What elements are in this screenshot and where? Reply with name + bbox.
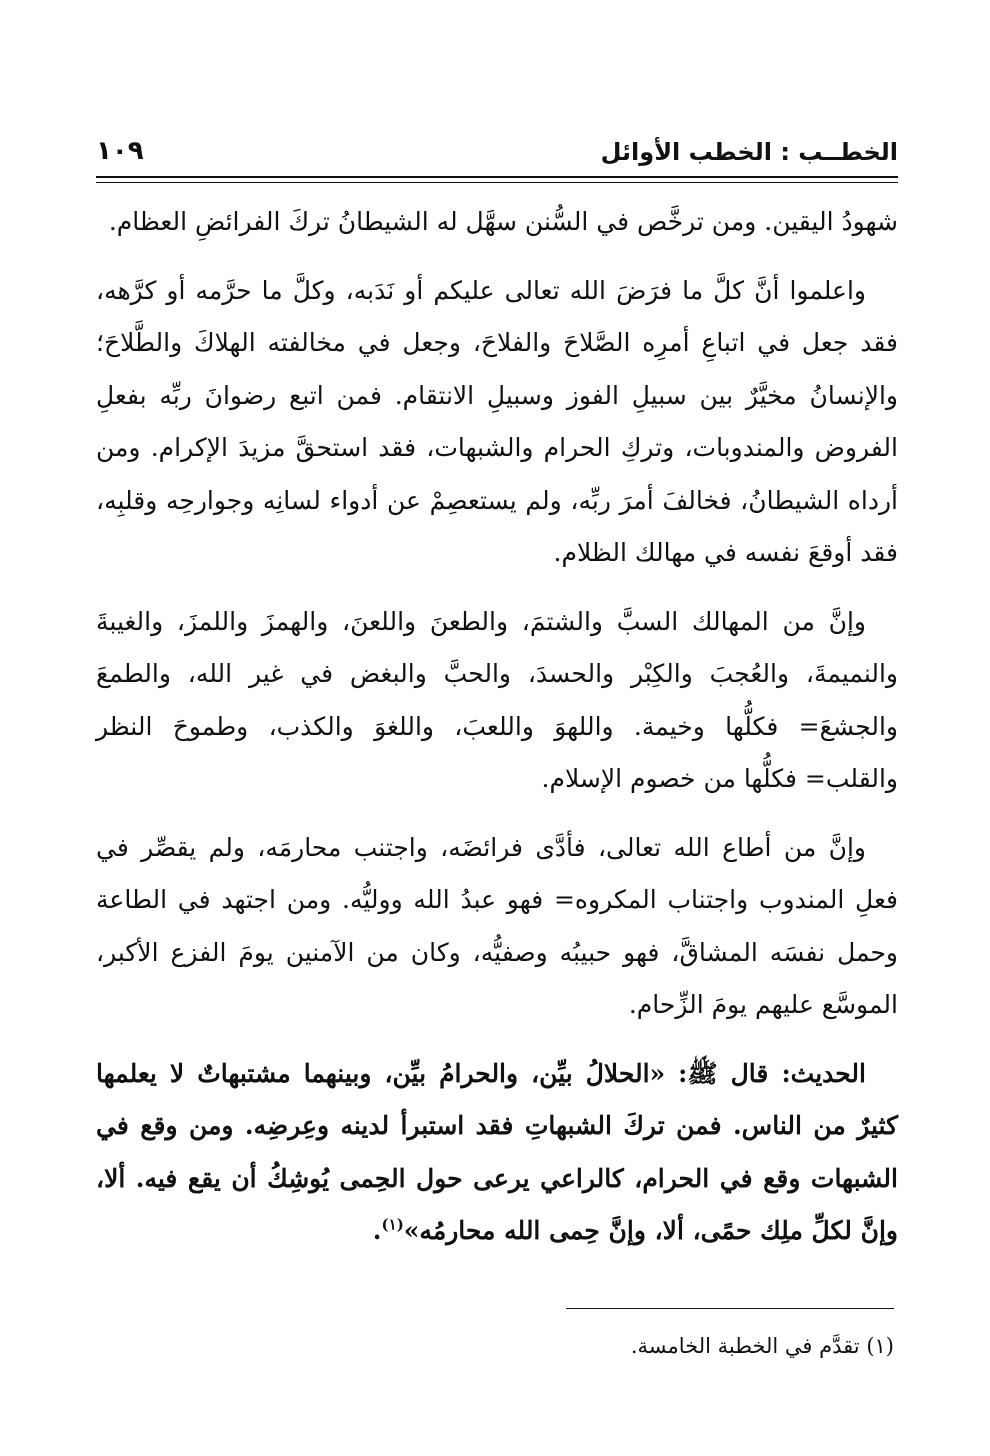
hadith-text: قال ﷺ: «الحلالُ بيِّن، والحرامُ بيِّن، وبينهما مشتبهاتٌ لا يعلمها كثيرٌ من الناس. فمن تركَ الشبهاتِ فقد استبرأ لدينه وعِرضِه. ومن وقع في الشبهات وقع في الحرام، كالراعي يرعى حول الحِمى يُوشِكُ أن يقع فيه. ألا، وإنَّ لكلِّ ملِك حمًى، ألا، وإنَّ حِمى الله محارمُه» [96, 1058, 898, 1245]
hadith-paragraph [96, 1048, 898, 1258]
paragraph-1: شهودُ اليقين. ومن ترخَّص في السُّنن سهَّل له الشيطانُ تركَ الفرائضِ العظام. [108, 207, 898, 236]
paragraph-2: واعلموا أنَّ كلَّ ما فرَضَ الله تعالى عليكم أو نَدَبه، وكلَّ ما حرَّمه أو كرَّهه، فقد جعل في اتباعِ أمرِه الصَّلاحَ والفلاحَ، وجعل في مخالفته الهلاكَ والطَّلاحَ؛ والإنسانُ مخيَّرٌ بين سبيلِ الفوز وسبيلِ الانتقام. فمن اتبع رضوانَ ربِّه بفعلِ الفروض والمندوبات، وتركِ الحرام والشبهات، فقد استحقَّ مزيدَ الإكرام. ومن أرداه الشيطانُ، فخالفَ أمرَ ربِّه، ولم يستعصِمْ عن أدواء لسانِه وجوارحِه وقلبِه، فقد أوقعَ نفسه في مهالك الظلام. [96, 275, 898, 567]
header-rule [96, 176, 898, 178]
footnote [96, 1328, 894, 1364]
hadith-label: الحديث: [781, 1058, 866, 1088]
footnote-ref-mark: (١) [381, 1215, 404, 1234]
body-text [96, 196, 898, 1274]
paragraph-4: وإنَّ من أطاع الله تعالى، فأدَّى فرائضَه، واجتنب محارمَه، ولم يقصِّر في فعلِ المندوب واجتناب المكروه= فهو عبدُ الله ووليُّه. ومن اجتهد في الطاعة وحمل نفسَه المشاقَّ، فهو حبيبُه وصفيُّه، وكان من الآمنين يومَ الفزع الأكبر، الموسَّع عليهم يومَ الزِّحام. [96, 832, 898, 1019]
footnote-number: (١) [866, 1334, 894, 1358]
footnote-text: تقدَّم في الخطبة الخامسة. [630, 1334, 860, 1358]
running-title: الخطــب : الخطب الأوائل [600, 138, 898, 166]
paragraph-3: وإنَّ من المهالك السبَّ والشتمَ، والطعنَ واللعنَ، والهمزَ واللمزَ، والغيبةَ والنميمةَ، والعُجبَ والكِبْر والحسدَ، والحبَّ والبغض في غير الله، والطمعَ والجشعَ= فكلُّها وخيمة. واللهوَ واللعبَ، واللغوَ والكذب، وطموحَ النظر والقلب= فكلُّها من خصوم الإسلام. [96, 606, 898, 793]
footnote-rule [566, 1308, 894, 1309]
page-number: ١٠٩ [96, 136, 144, 166]
page-header [96, 132, 898, 176]
header-rule-thin [96, 182, 898, 183]
hadith-end: . [372, 1216, 382, 1245]
